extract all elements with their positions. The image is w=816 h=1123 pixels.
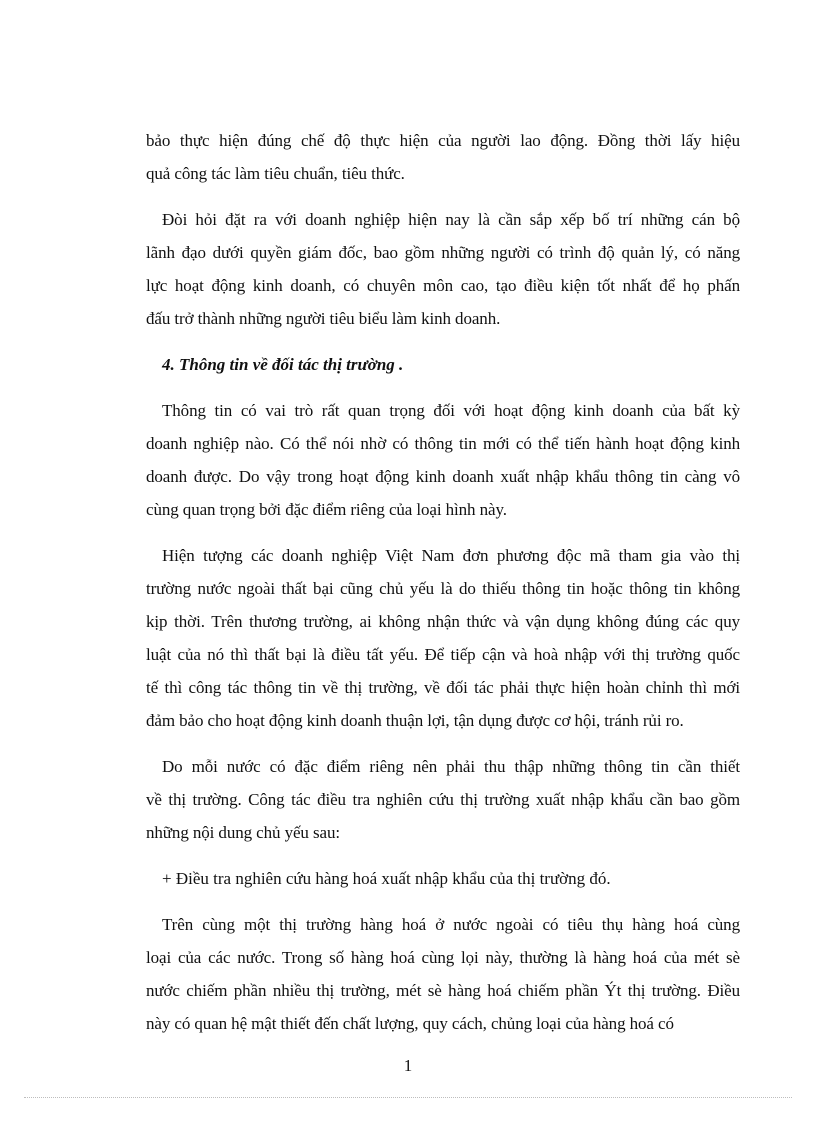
text-line: bảo thực hiện đúng chế độ thực hiện của người lao động. Đồng thời lấy hiệu [146, 131, 740, 150]
page-bottom-divider [24, 1097, 792, 1098]
text-line: Đòi hỏi đặt ra với doanh nghiệp hiện nay là cần sắp xếp bố trí những cán bộ [162, 210, 740, 229]
text-line: kịp thời. Trên thương trường, ai không nhận thức và vận dụng không đúng các quy [146, 612, 740, 631]
text-line: loại của các nước. Trong số hàng hoá cùng lọi này, thường là hàng hoá của mét sè [146, 948, 740, 967]
paragraph [146, 908, 740, 1040]
text-line: doanh nghiệp nào. Có thể nói nhờ có thông tin mới có thể tiến hành hoạt động kinh [146, 434, 740, 453]
text-line: lực hoạt động kinh doanh, có chuyên môn cao, tạo điều kiện tốt nhất để họ phấn [146, 276, 740, 295]
paragraph [146, 203, 740, 335]
text-line: nước chiếm phần nhiều thị trường, mét sè hàng hoá chiếm phần Ýt thị trường. Điều [146, 981, 740, 1000]
section-heading: 4. Thông tin về đối tác thị trường . [162, 355, 404, 374]
paragraph [146, 750, 740, 849]
page-content [146, 124, 740, 1053]
paragraph [146, 124, 740, 190]
text-line: Trên cùng một thị trường hàng hoá ở nước ngoài có tiêu thụ hàng hoá cùng [162, 915, 740, 934]
text-line: trường nước ngoài thất bại cũng chủ yếu là do thiếu thông tin hoặc thông tin không [146, 579, 740, 598]
text-line: lãnh đạo dưới quyền giám đốc, bao gồm những người có trình độ quản lý, có năng [146, 243, 740, 262]
text-line: Do mỗi nước có đặc điểm riêng nên phải thu thập những thông tin cần thiết [162, 757, 740, 776]
text-line: đảm bảo cho hoạt động kinh doanh thuận lợi, tận dụng được cơ hội, tránh rủi ro. [146, 711, 684, 730]
text-line: doanh được. Do vậy trong hoạt động kinh doanh xuất nhập khẩu thông tin càng vô [146, 467, 740, 486]
text-line: những nội dung chủ yếu sau: [146, 823, 340, 842]
text-line: cùng quan trọng bởi đặc điểm riêng của loại hình này. [146, 500, 507, 519]
text-line: quả công tác làm tiêu chuẩn, tiêu thức. [146, 164, 405, 183]
text-line: về thị trường. Công tác điều tra nghiên cứu thị trường xuất nhập khẩu cần bao gồm [146, 790, 740, 809]
paragraph [146, 394, 740, 526]
text-line: Thông tin có vai trò rất quan trọng đối với hoạt động kinh doanh của bất kỳ [162, 401, 740, 420]
page-number: 1 [403, 1056, 413, 1075]
bullet-item: + Điều tra nghiên cứu hàng hoá xuất nhập khẩu của thị trường đó. [162, 869, 611, 888]
text-line: Hiện tượng các doanh nghiệp Việt Nam đơn phương độc mã tham gia vào thị [162, 546, 740, 565]
text-line: luật của nó thì thất bại là điều tất yếu. Để tiếp cận và hoà nhập với thị trường quốc [146, 645, 740, 664]
text-line: đấu trở thành những người tiêu biểu làm kinh doanh. [146, 309, 501, 328]
paragraph [146, 539, 740, 737]
text-line: này có quan hệ mật thiết đến chất lượng, quy cách, chủng loại của hàng hoá có [146, 1014, 674, 1033]
text-line: tế thì công tác thông tin về thị trường, về đối tác phải thực hiện hoàn chỉnh thì mới [146, 678, 740, 697]
